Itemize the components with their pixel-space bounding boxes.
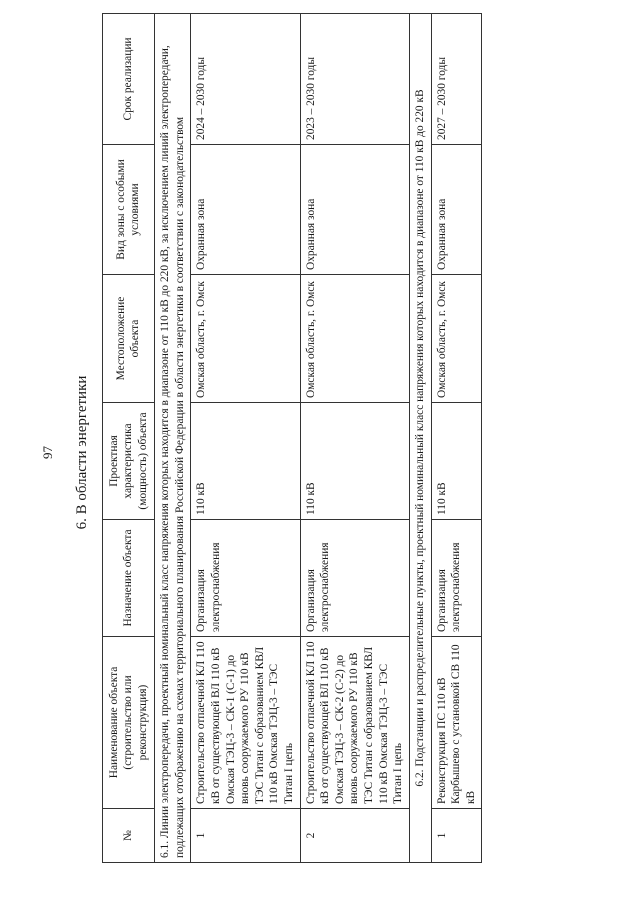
table-row — [431, 14, 482, 863]
row-capacity: 110 кВ — [191, 403, 300, 520]
section-title: 6. В области энергетики — [74, 375, 90, 530]
row-location: Омская область, г. Омск — [191, 275, 300, 403]
row-term: 2024 – 2030 годы — [191, 14, 300, 145]
row-zone: Охранная зона — [191, 145, 300, 275]
row-name: Реконструкция ПС 110 кВ Карбышево с установкой СВ 110 кВ — [431, 637, 482, 809]
subsection-row — [409, 14, 431, 863]
page-number: 97 — [40, 446, 55, 459]
header-name: Наименование объекта (строительство или реконструкция) — [103, 637, 155, 809]
row-zone: Охранная зона — [431, 145, 482, 275]
row-location: Омская область, г. Омск — [300, 275, 409, 403]
header-capacity: Проектная характеристика (мощность) объекта — [103, 403, 155, 520]
energy-objects-table — [102, 13, 482, 863]
row-purpose: Организация электроснабжения — [191, 520, 300, 637]
header-location: Местоположение объекта — [103, 275, 155, 403]
table-row — [300, 14, 409, 863]
header-purpose: Назначение объекта — [103, 520, 155, 637]
row-purpose: Организация электроснабжения — [431, 520, 482, 637]
row-number: 1 — [191, 809, 300, 863]
row-name: Строительство отпаечной КЛ 110 кВ от существующей ВЛ 110 кВ Омская ТЭЦ-3 – СК-2 (С-2) до вновь сооружаемого РУ 110 кВ ТЭС Титан с образованием КВЛ 110 кВ Омская ТЭЦ-3 – ТЭС Титан I цепь — [300, 637, 409, 809]
header-term: Срок реализации — [103, 14, 155, 145]
header-number: № — [103, 809, 155, 863]
row-name: Строительство отпаечной КЛ 110 кВ от существующей ВЛ 110 кВ Омская ТЭЦ-3 – СК-1 (С-1) до вновь сооружаемого РУ 110 кВ ТЭС Титан с образованием КВЛ 110 кВ Омская ТЭЦ-3 – ТЭС Титан I цепь — [191, 637, 300, 809]
row-zone: Охранная зона — [300, 145, 409, 275]
row-capacity: 110 кВ — [300, 403, 409, 520]
table-header-row — [103, 14, 155, 863]
row-number: 1 — [431, 809, 482, 863]
row-term: 2023 – 2030 годы — [300, 14, 409, 145]
row-number: 2 — [300, 809, 409, 863]
subsection-substations: 6.2. Подстанции и распределительные пункты, проектный номинальный класс напряжения которых находится в диапазоне от 110 кВ до 220 кВ — [409, 14, 431, 863]
row-term: 2027 – 2030 годы — [431, 14, 482, 145]
subsection-row — [154, 14, 191, 863]
row-capacity: 110 кВ — [431, 403, 482, 520]
row-location: Омская область, г. Омск — [431, 275, 482, 403]
row-purpose: Организация электроснабжения — [300, 520, 409, 637]
subsection-power-lines: 6.1. Линии электропередачи, проектный номинальный класс напряжения которых находится в диапазоне от 110 кВ до 220 кВ, за исключением линий электропередачи, подлежащих отображению на схемах территориального планирования Российской Федерации в области энергетики в соответствии с законодательством — [154, 14, 191, 863]
header-zone: Вид зоны с особыми условиями — [103, 145, 155, 275]
table-row — [191, 14, 300, 863]
